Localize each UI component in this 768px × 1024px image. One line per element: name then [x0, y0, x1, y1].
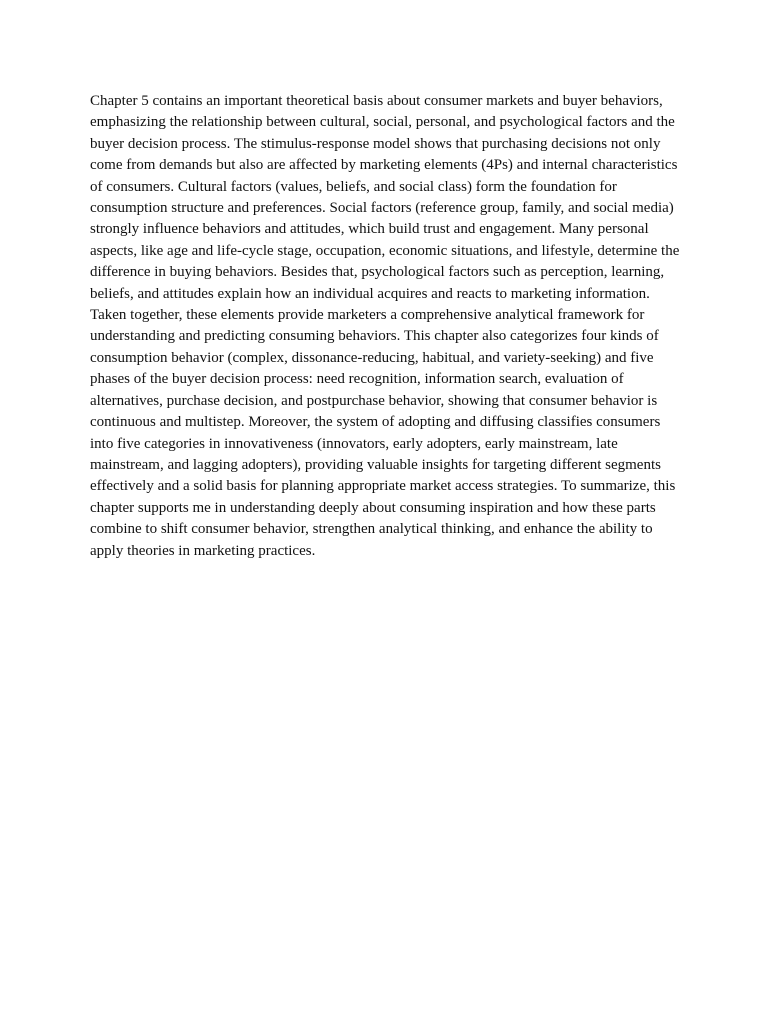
body-paragraph: Chapter 5 contains an important theoretical basis about consumer markets and buyer behaviors, emphasizing the relationship between cultural, social, personal, and psychological factors and the buyer decision process. The stimulus-response model shows that purchasing decisions not only come from demands but also are affected by marketing elements (4Ps) and internal characteristics of consumers. Cultural factors (values, beliefs, and social class) form the foundation for consumption structure and preferences. Social factors (reference group, family, and social media) strongly influence behaviors and attitudes, which build trust and engagement. Many personal aspects, like age and life-cycle stage, occupation, economic situations, and lifestyle, determine the difference in buying behaviors. Besides that, psychological factors such as perception, learning, beliefs, and attitudes explain how an individual acquires and reacts to marketing information. Taken together, these elements provide marketers a comprehensive analytical framework for understanding and predicting consuming behaviors. This chapter also categorizes four kinds of consumption behavior (complex, dissonance-reducing, habitual, and variety-seeking) and five phases of the buyer decision process: need recognition, information search, evaluation of alternatives, purchase decision, and postpurchase behavior, showing that consumer behavior is continuous and multistep. Moreover, the system of adopting and diffusing classifies consumers into five categories in innovativeness (innovators, early adopters, early mainstream, late mainstream, and lagging adopters), providing valuable insights for targeting different segments effectively and a solid basis for planning appropriate market access strategies. To summarize, this chapter supports me in understanding deeply about consuming inspiration and how these parts combine to shift consumer behavior, strengthen analytical thinking, and enhance the ability to apply theories in marketing practices. — [90, 93, 680, 559]
